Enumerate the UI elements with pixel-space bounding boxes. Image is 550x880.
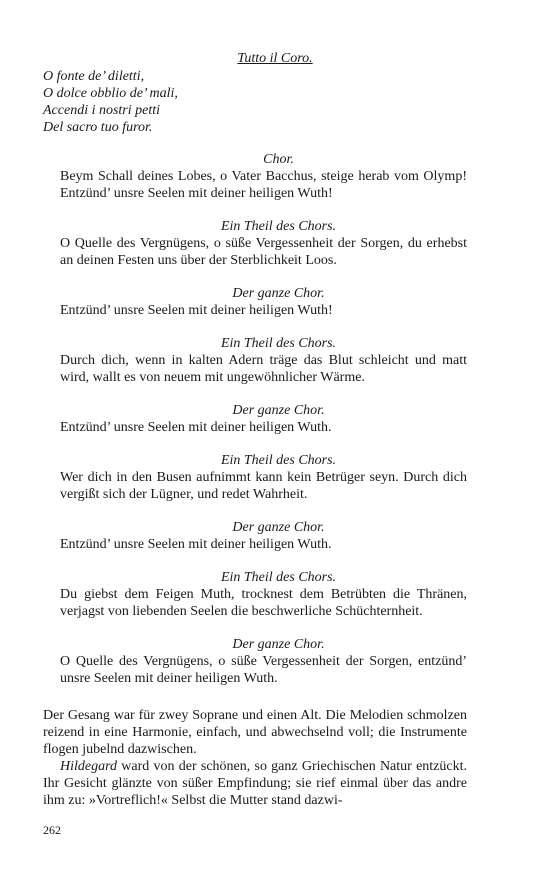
- chorus-translation: [60, 151, 467, 703]
- prose-section: [43, 707, 467, 809]
- chorus-block: [60, 218, 467, 269]
- chorus-text: Du giebst dem Feigen Muth, trocknest dem Betrübten die Thränen, verjagst von liebenden Seelen die beschwerliche Schüchternheit.: [60, 587, 467, 619]
- prose-paragraph: [43, 758, 467, 809]
- italian-verse: [43, 68, 463, 136]
- chorus-text: Entzünd’ unsre Seelen mit deiner heiligen Wuth.: [60, 420, 332, 435]
- chorus-block: [60, 402, 467, 436]
- character-name: Hildegard: [60, 759, 118, 774]
- speaker-label: Der ganze Chor.: [232, 637, 325, 652]
- chorus-block: [60, 636, 467, 687]
- chorus-text: O Quelle des Vergnügens, o süße Vergessenheit der Sorgen, entzünd’ unsre Seelen mit deiner heiligen Wuth.: [60, 654, 467, 686]
- chorus-block: [60, 335, 467, 386]
- prose-text: ward von der schönen, so ganz Griechischen Natur entzückt. Ihr Gesicht glänzte von süßer Empfindung; sie rief einmal über das andre ihm zu: »Vortreflich!« Selbst die Mutter stand dazwi-: [43, 759, 467, 808]
- chorus-block: [60, 151, 467, 202]
- chorus-text: Entzünd’ unsre Seelen mit deiner heiligen Wuth.: [60, 537, 332, 552]
- prose-paragraph: Der Gesang war für zwey Soprane und einen Alt. Die Melodien schmolzen reizend in eine Harmonie, einfach, und abwechselnd voll; die Instrumente flogen jubelnd dazwischen.: [43, 708, 467, 757]
- speaker-label: Ein Theil des Chors.: [220, 219, 337, 234]
- speaker-label: Chor.: [263, 152, 294, 167]
- verse-line: O fonte de’ diletti,: [43, 69, 145, 84]
- chorus-text: Entzünd’ unsre Seelen mit deiner heiligen Wuth!: [60, 303, 333, 318]
- verse-line: Del sacro tuo furor.: [43, 120, 153, 135]
- chorus-block: [60, 569, 467, 620]
- verse-line: O dolce obblio de’ mali,: [43, 86, 178, 101]
- chorus-block: [60, 285, 467, 319]
- section-title: Tutto il Coro.: [237, 51, 313, 66]
- chorus-block: [60, 452, 467, 503]
- page-number: 262: [43, 823, 61, 837]
- speaker-label: Der ganze Chor.: [232, 286, 325, 301]
- chorus-text: Wer dich in den Busen aufnimmt kann kein Betrüger seyn. Durch dich vergißt sich der Lügner, und redet Wahrheit.: [60, 470, 467, 502]
- speaker-label: Der ganze Chor.: [232, 520, 325, 535]
- speaker-label: Der ganze Chor.: [232, 403, 325, 418]
- verse-line: Accendi i nostri petti: [43, 103, 161, 118]
- speaker-label: Ein Theil des Chors.: [220, 453, 337, 468]
- speaker-label: Ein Theil des Chors.: [220, 336, 337, 351]
- chorus-text: O Quelle des Vergnügens, o süße Vergessenheit der Sorgen, du erhebst an deinen Festen uns über der Sterblichkeit Loos.: [60, 236, 467, 268]
- speaker-label: Ein Theil des Chors.: [220, 570, 337, 585]
- chorus-block: [60, 519, 467, 553]
- chorus-text: Durch dich, wenn in kalten Adern träge das Blut schleicht und matt wird, wallt es von neuem mit ungewöhnlicher Wärme.: [60, 353, 467, 385]
- chorus-text: Beym Schall deines Lobes, o Vater Bacchus, steige herab vom Olymp! Entzünd’ unsre Seelen mit deiner heiligen Wuth!: [60, 169, 467, 201]
